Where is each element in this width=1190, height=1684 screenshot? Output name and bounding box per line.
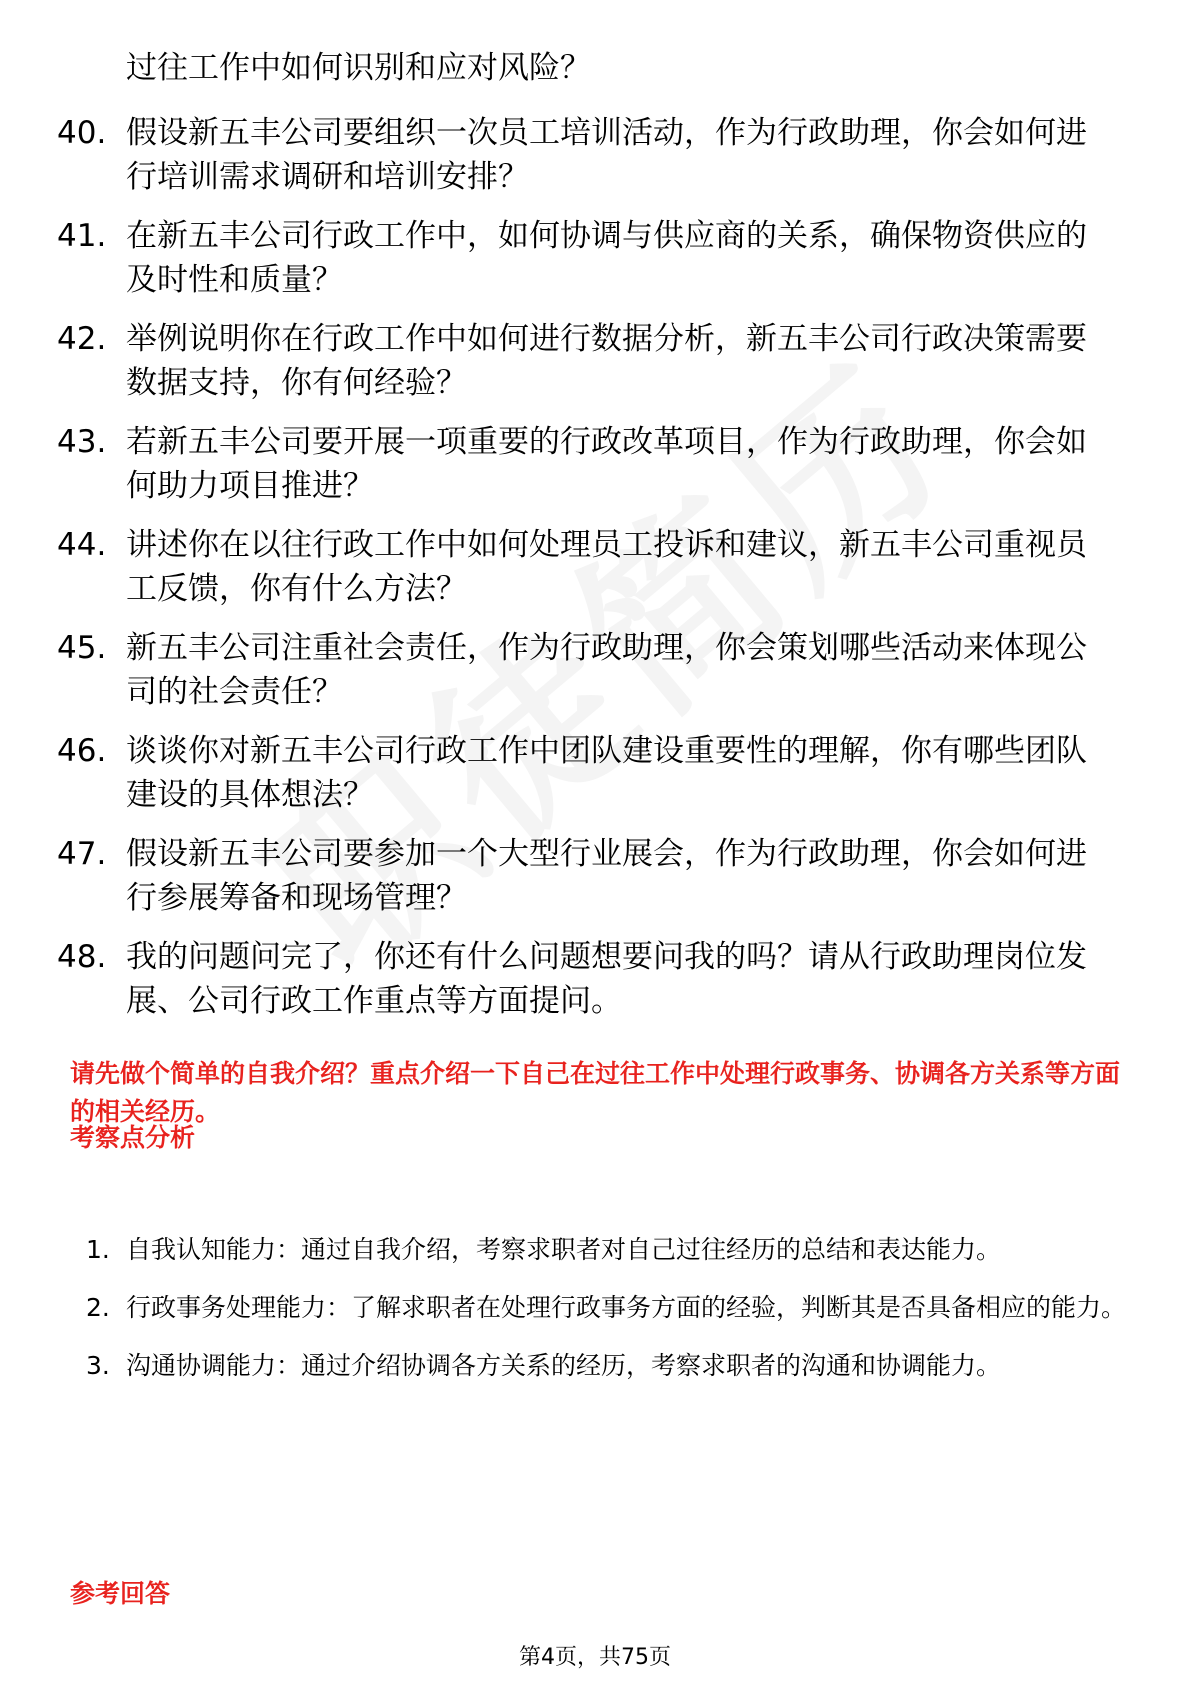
question-item-44	[57, 523, 1117, 611]
question-number: 48.	[57, 939, 107, 975]
question-item-42	[57, 317, 1117, 405]
analysis-number: 3.	[86, 1351, 110, 1380]
question-number: 47.	[57, 836, 107, 872]
question-number: 42.	[57, 321, 107, 357]
question-list	[57, 111, 1117, 1038]
question-item-45	[57, 626, 1117, 714]
featured-question: 请先做个简单的自我介绍？重点介绍一下自己在过往工作中处理行政事务、协调各方关系等方面的相关经历。	[70, 1059, 1121, 1126]
question-text: 假设新五丰公司要组织一次员工培训活动，作为行政助理，你会如何进行培训需求调研和培训安排？	[126, 115, 1087, 195]
question-text: 在新五丰公司行政工作中，如何协调与供应商的关系，确保物资供应的及时性和质量？	[126, 218, 1087, 298]
page-footer: 第4页，共75页	[519, 1645, 671, 1670]
analysis-number: 1.	[86, 1235, 110, 1264]
question-text: 新五丰公司注重社会责任，作为行政助理，你会策划哪些活动来体现公司的社会责任？	[126, 630, 1087, 710]
question-number: 46.	[57, 733, 107, 769]
question-number: 41.	[57, 218, 107, 254]
question-text: 讲述你在以往行政工作中如何处理员工投诉和建议，新五丰公司重视员工反馈，你有什么方法？	[126, 527, 1087, 607]
question-text: 谈谈你对新五丰公司行政工作中团队建设重要性的理解，你有哪些团队建设的具体想法？	[126, 733, 1087, 813]
analysis-text: 行政事务处理能力：了解求职者在处理行政事务方面的经验，判断其是否具备相应的能力。	[126, 1293, 1127, 1322]
question-item-41	[57, 214, 1117, 302]
question-text: 假设新五丰公司要参加一个大型行业展会，作为行政助理，你会如何进行参展筹备和现场管理？	[126, 836, 1087, 916]
question-item-43	[57, 420, 1117, 508]
analysis-item	[86, 1280, 1130, 1336]
analysis-item	[86, 1222, 1130, 1278]
question-item-47	[57, 832, 1117, 920]
question-item-46	[57, 729, 1117, 817]
analysis-text: 自我认知能力：通过自我介绍，考察求职者对自己过往经历的总结和表达能力。	[126, 1235, 1002, 1264]
question-number: 44.	[57, 527, 107, 563]
question-item-48	[57, 935, 1117, 1023]
analysis-heading: 考察点分析	[70, 1123, 196, 1152]
answer-heading: 参考回答	[70, 1579, 171, 1608]
question-item-40	[57, 111, 1117, 199]
analysis-item	[86, 1338, 1130, 1394]
question-continuation: 过往工作中如何识别和应对风险？	[126, 50, 591, 86]
analysis-text: 沟通协调能力：通过介绍协调各方关系的经历，考察求职者的沟通和协调能力。	[126, 1351, 1002, 1380]
question-number: 45.	[57, 630, 107, 666]
question-number: 40.	[57, 115, 107, 151]
question-number: 43.	[57, 424, 107, 460]
analysis-number: 2.	[86, 1293, 110, 1322]
question-text: 我的问题问完了，你还有什么问题想要问我的吗？请从行政助理岗位发展、公司行政工作重点等方面提问。	[126, 939, 1087, 1019]
question-text: 举例说明你在行政工作中如何进行数据分析，新五丰公司行政决策需要数据支持，你有何经验？	[126, 321, 1087, 401]
analysis-list	[86, 1222, 1130, 1396]
question-text: 若新五丰公司要开展一项重要的行政改革项目，作为行政助理，你会如何助力项目推进？	[126, 424, 1087, 504]
